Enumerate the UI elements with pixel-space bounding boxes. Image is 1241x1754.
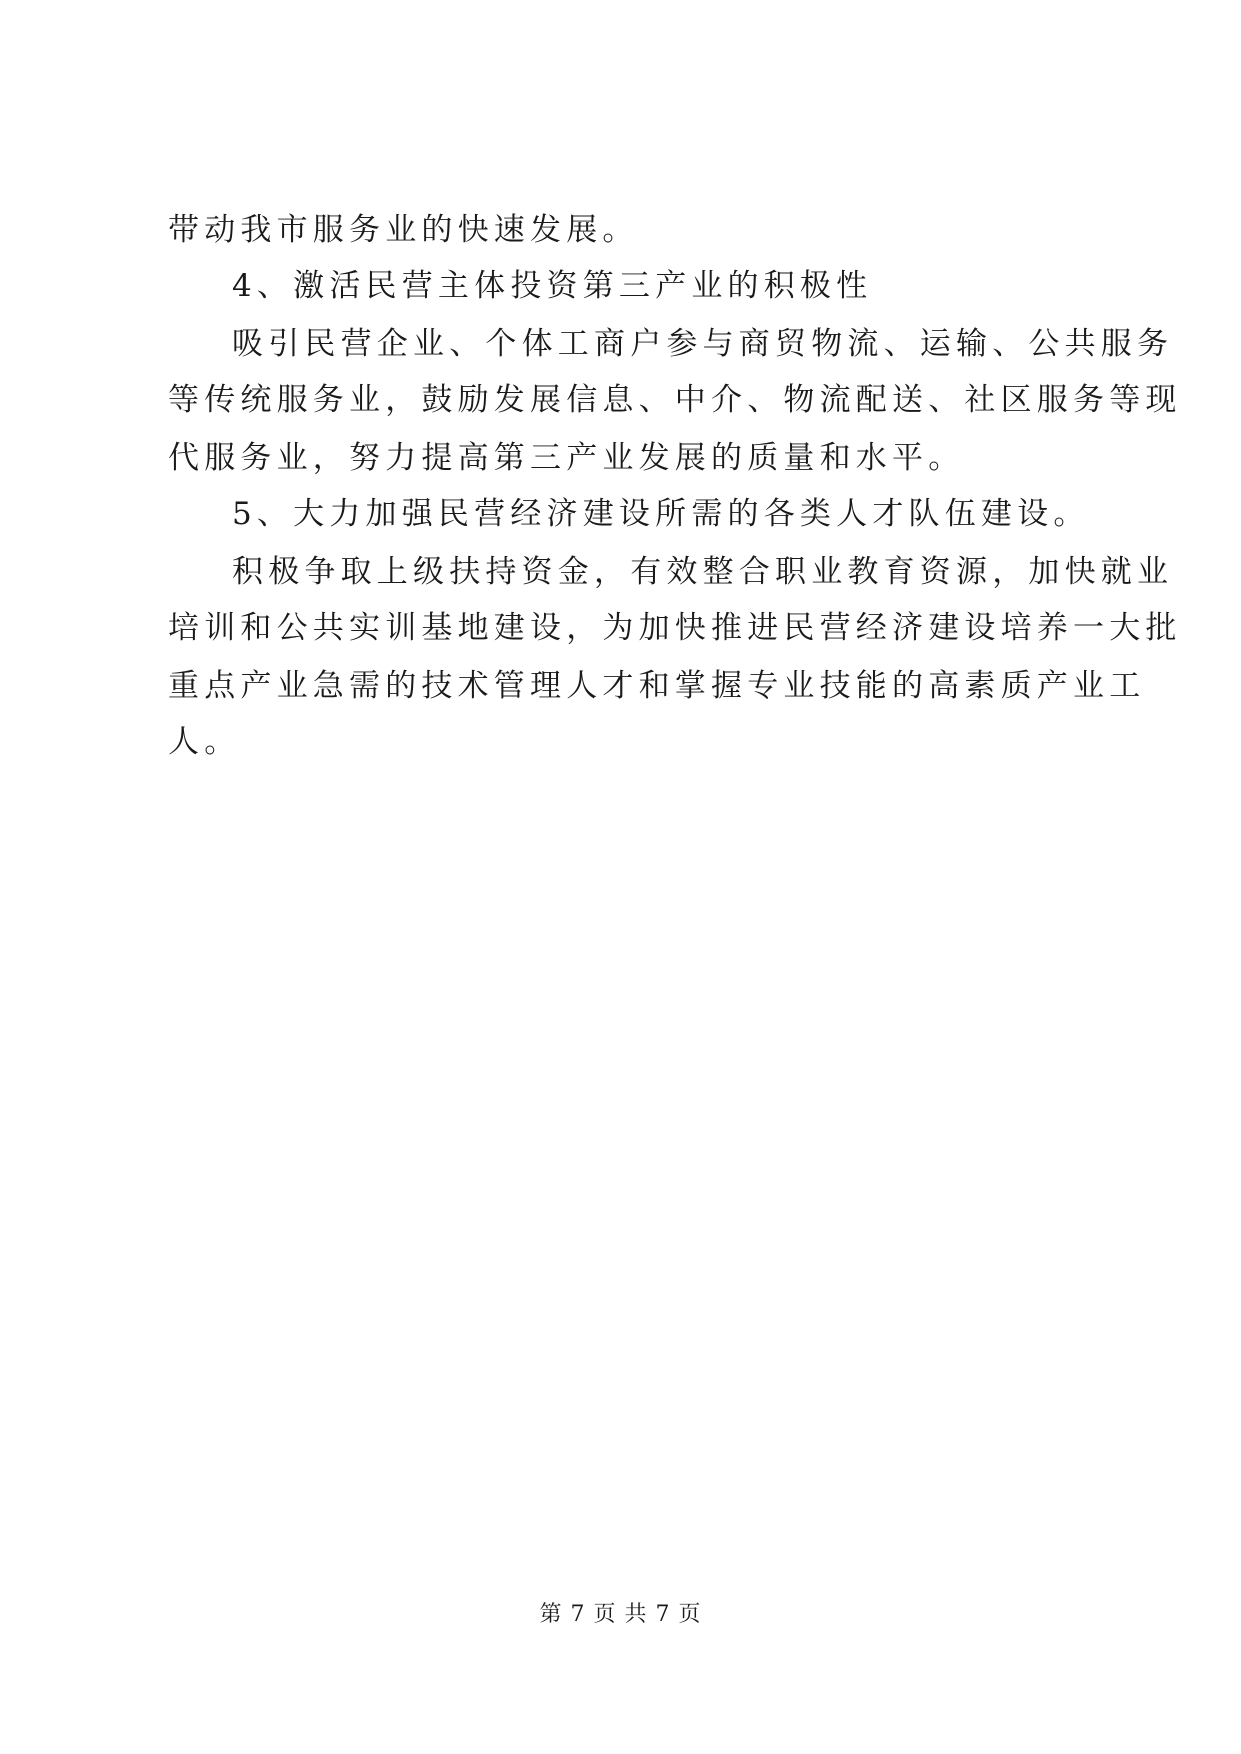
text-line: 培训和公共实训基地建设，为加快推进民营经济建设培养一大批 bbox=[168, 610, 1182, 646]
section-heading: 4、激活民营主体投资第三产业的积极性 bbox=[232, 268, 873, 304]
text-line: 代服务业，努力提高第三产业发展的质量和水平。 bbox=[168, 440, 965, 476]
text-line: 积极争取上级扶持资金，有效整合职业教育资源，加快就业 bbox=[232, 554, 1174, 590]
text-line: 人。 bbox=[168, 724, 241, 760]
text-line: 等传统服务业，鼓励发展信息、中介、物流配送、社区服务等现 bbox=[168, 382, 1182, 418]
text-line: 带动我市服务业的快速发展。 bbox=[168, 212, 639, 248]
section-heading: 5、大力加强民营经济建设所需的各类人才队伍建设。 bbox=[232, 496, 1090, 532]
text-line: 吸引民营企业、个体工商户参与商贸物流、运输、公共服务 bbox=[232, 326, 1174, 362]
page-number-footer: 第 7 页 共 7 页 bbox=[539, 1602, 702, 1627]
text-line: 重点产业急需的技术管理人才和掌握专业技能的高素质产业工 bbox=[168, 668, 1146, 704]
